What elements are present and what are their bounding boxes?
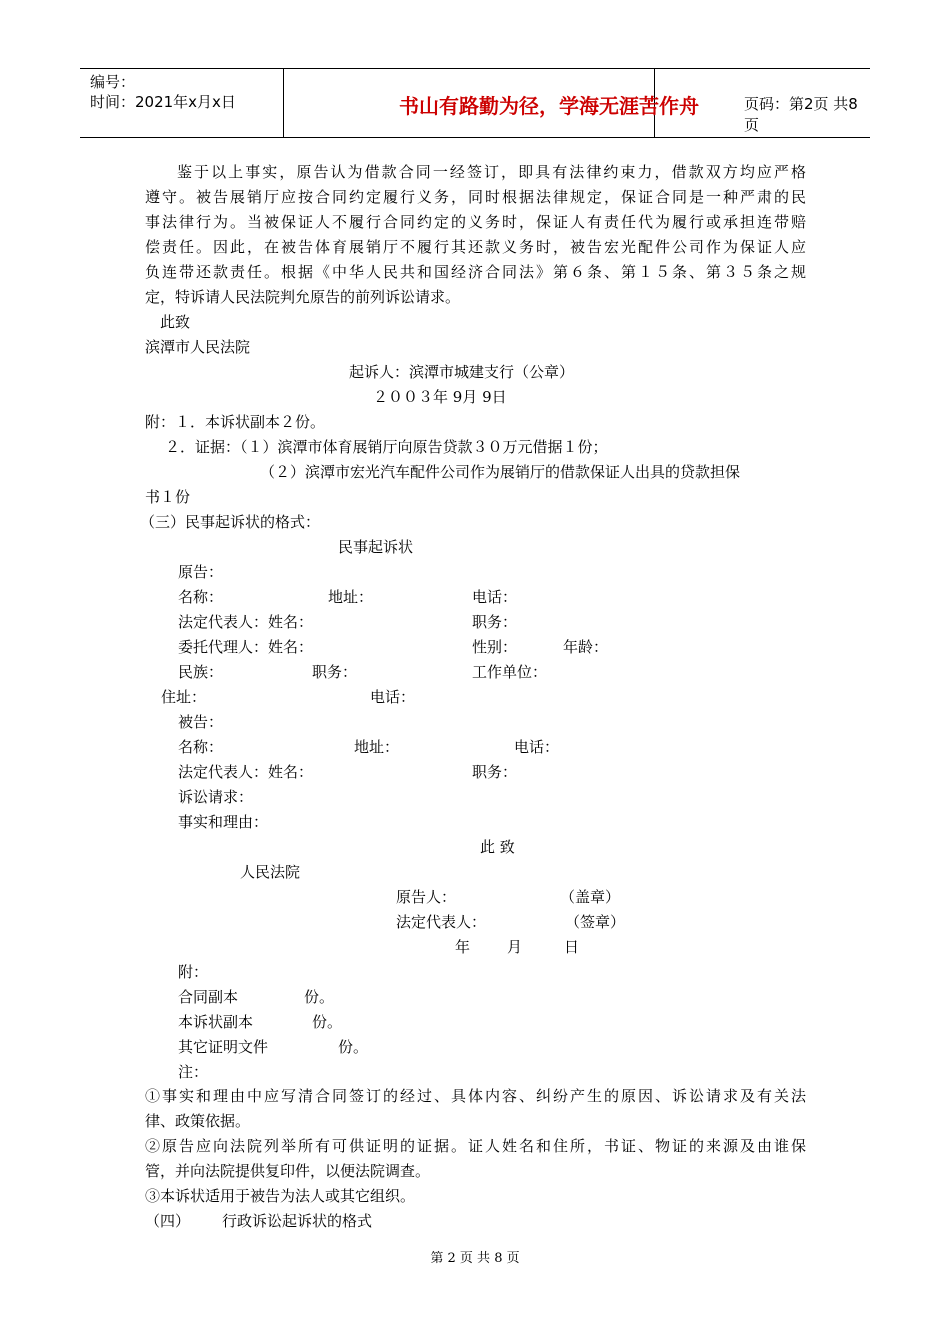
form-label: 法定代表人：姓名： — [178, 763, 314, 781]
paragraph-line: 负连带还款责任。根据《中华人民共和国经济合同法》第６条、第１５条、第３５条之规 — [145, 263, 806, 281]
section-heading: （三）民事起诉状的格式： — [140, 513, 321, 531]
salutation: 此致 — [160, 313, 191, 331]
form-label: 法定代表人：姓名： — [178, 613, 314, 631]
note-line: ③本诉状适用于被告为法人或其它组织。 — [145, 1187, 416, 1205]
form-label: 附： — [178, 963, 209, 981]
form-label: 地址： — [328, 588, 374, 606]
form-label: 份。 — [312, 1013, 343, 1031]
form-label: 被告： — [178, 713, 224, 731]
salutation: 此 致 — [480, 838, 515, 856]
court-name: 滨潭市人民法院 — [145, 338, 251, 356]
form-label: （签章） — [565, 913, 626, 931]
document-number: 编号： — [90, 73, 136, 91]
document-date: 时间：2021年x月x日 — [90, 93, 236, 111]
form-label: 电话： — [514, 738, 560, 756]
form-label: 诉讼请求： — [178, 788, 254, 806]
form-label: 法定代表人： — [396, 913, 487, 931]
paragraph-line: 鉴于以上事实，原告认为借款合同一经签订，即具有法律约束力，借款双方均应严格 — [177, 163, 806, 181]
form-label: 份。 — [338, 1038, 369, 1056]
paragraph-line: 事法律行为。当被保证人不履行合同约定的义务时，保证人有责任代为履行或承担连带赔 — [145, 213, 806, 231]
form-label: 电话： — [370, 688, 416, 706]
attachment-line: （２）滨潭市宏光汽车配件公司作为展销厅的借款保证人出具的贷款担保 — [260, 463, 741, 481]
note-line: 律、政策依据。 — [145, 1112, 251, 1130]
note-line: 管，并向法院提供复印件，以便法院调查。 — [145, 1162, 431, 1180]
form-label: 名称： — [178, 588, 224, 606]
form-label: 本诉状副本 — [178, 1013, 254, 1031]
form-label: 合同副本 — [178, 988, 239, 1006]
page-footer: 第 2 页 共 8 页 — [430, 1251, 520, 1266]
form-label: 委托代理人：姓名： — [178, 638, 314, 656]
date-month: 月 — [507, 938, 523, 956]
form-label: 事实和理由： — [178, 813, 269, 831]
form-label: 其它证明文件 — [178, 1038, 269, 1056]
form-label: 份。 — [304, 988, 335, 1006]
form-label: 原告： — [178, 563, 224, 581]
paragraph-line: 偿责任。因此，在被告体育展销厅不履行其还款义务时，被告宏光配件公司作为保证人应 — [145, 238, 806, 256]
form-label: 住址： — [161, 688, 207, 706]
header-motto: 书山有路勤为径，学海无涯苦作舟 — [399, 94, 699, 118]
form-label: 电话： — [472, 588, 518, 606]
plaintiff-signature: 起诉人：滨潭市城建支行（公章） — [349, 363, 575, 381]
header-meta — [90, 72, 236, 112]
attachment-line: ２．证据：（１）滨潭市体育展销厅向原告贷款３０万元借据１份； — [165, 438, 608, 456]
paragraph-line: 定，特诉请人民法院判允原告的前列诉讼请求。 — [145, 288, 461, 306]
form-label: 职务： — [472, 613, 518, 631]
form-label: 职务： — [312, 663, 358, 681]
section-number: （四） — [145, 1212, 191, 1230]
form-label: 注： — [178, 1063, 209, 1081]
form-label: 民族： — [178, 663, 224, 681]
page-header — [80, 68, 870, 138]
form-label: 性别： — [472, 638, 518, 656]
date-year: 年 — [455, 938, 471, 956]
form-label: 名称： — [178, 738, 224, 756]
header-page-number: 页码：第2页 共8页 — [744, 95, 858, 134]
form-label: 地址： — [354, 738, 400, 756]
form-label: 工作单位： — [472, 663, 548, 681]
section-heading: 行政诉讼起诉状的格式 — [222, 1212, 373, 1230]
form-label: （盖章） — [560, 888, 621, 906]
attachment-line: 书１份 — [145, 488, 191, 506]
note-line: ②原告应向法院列举所有可供证明的证据。证人姓名和住所，书证、物证的来源及由谁保 — [145, 1137, 806, 1155]
court-name: 人民法院 — [240, 863, 301, 881]
note-line: ①事实和理由中应写清合同签订的经过、具体内容、纠纷产生的原因、诉讼请求及有关法 — [145, 1087, 806, 1105]
attachment-line: 附：１．本诉状副本２份。 — [145, 413, 326, 431]
date-day: 日 — [564, 938, 580, 956]
form-title: 民事起诉状 — [338, 538, 414, 556]
paragraph-line: 遵守。被告展销厅应按合同约定履行义务，同时根据法律规定，保证合同是一种严肃的民 — [145, 188, 806, 206]
signature-date: ２００３年 9月 9日 — [373, 388, 507, 406]
form-label: 年龄： — [563, 638, 609, 656]
header-divider — [283, 69, 284, 137]
form-label: 原告人： — [396, 888, 457, 906]
form-label: 职务： — [472, 763, 518, 781]
